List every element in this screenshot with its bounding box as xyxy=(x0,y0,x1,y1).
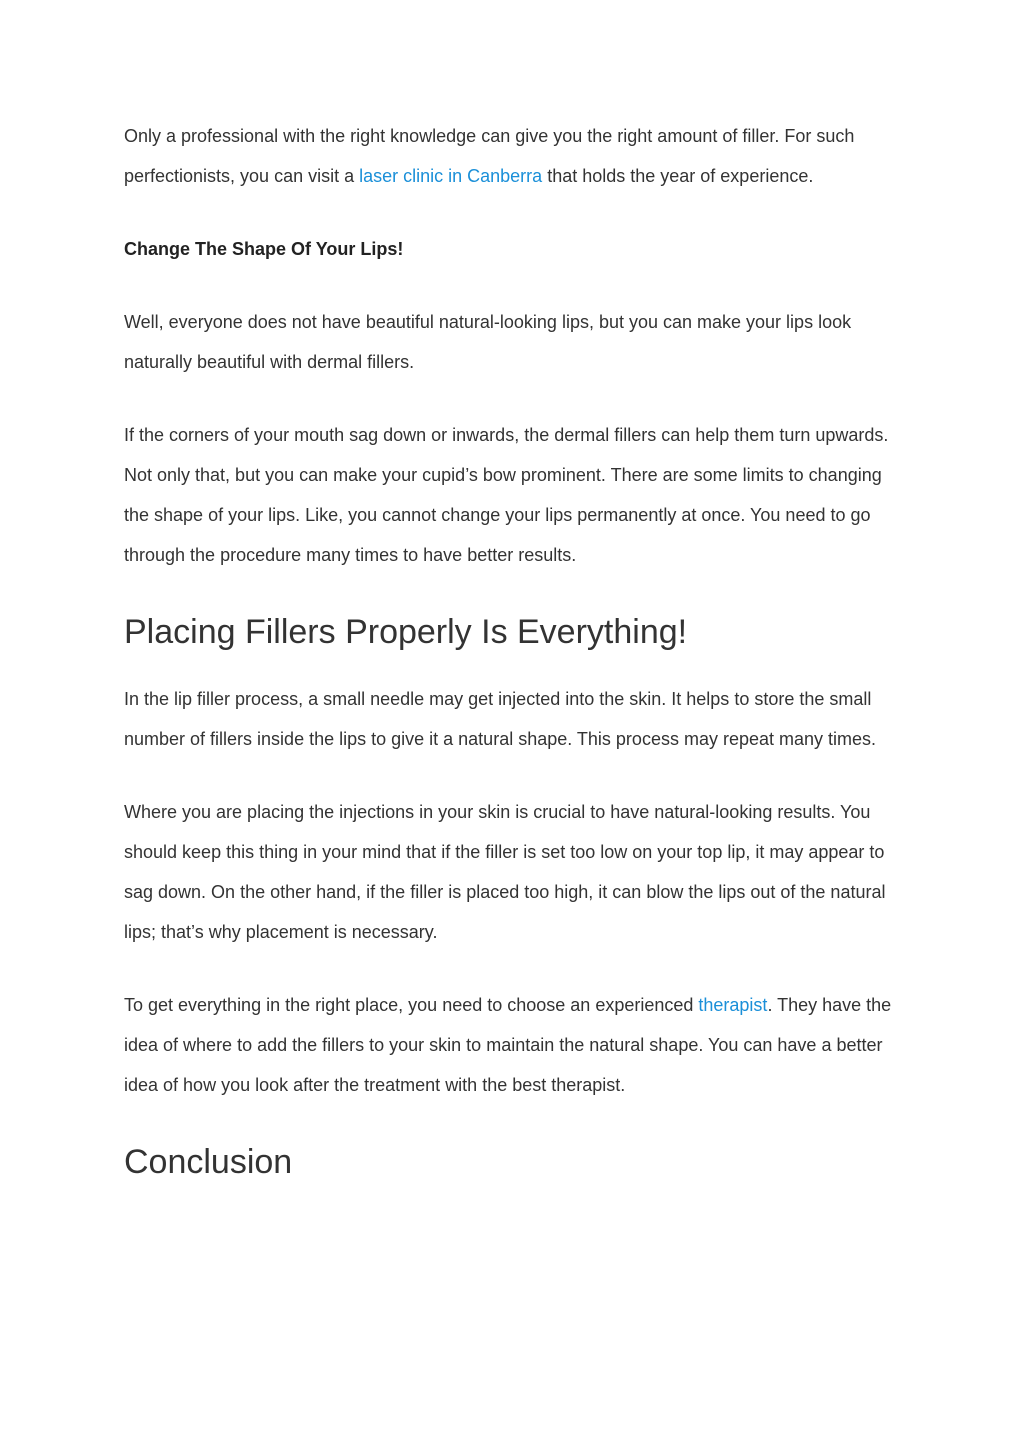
therapist-link[interactable]: therapist xyxy=(698,995,768,1015)
article-content xyxy=(124,116,900,1185)
intro-text-before: Only a professional with the right knowledge can give you the right amount of filler. For such perfectionists, you can visit a xyxy=(124,126,855,186)
placing-paragraph-2: Where you are placing the injections in your skin is crucial to have natural-looking results. You should keep this thing in your mind that if the filler is set too low on your top lip, it may appear to sag down. On the other hand, if the filler is placed too high, it can blow the lips out of the natural lips; that’s why placement is necessary. xyxy=(124,802,886,942)
laser-clinic-link[interactable]: laser clinic in Canberra xyxy=(359,166,543,186)
placing-paragraph-1: In the lip filler process, a small needle may get injected into the skin. It helps to store the small number of fillers inside the lips to give it a natural shape. This process may repeat many times. xyxy=(124,689,877,749)
placing-fillers-heading: Placing Fillers Properly Is Everything! xyxy=(124,613,688,651)
intro-text-after: that holds the year of experience. xyxy=(542,166,814,186)
placing-para3-text-after: . They have the idea of where to add the fillers to your skin to maintain the natural shape. You can have a better idea of how you look after the treatment with the best therapist. xyxy=(124,995,892,1095)
placing-paragraph-3 xyxy=(124,985,900,1105)
lips-paragraph-1: Well, everyone does not have beautiful natural-looking lips, but you can make your lips look naturally beautiful with dermal fillers. xyxy=(124,312,852,372)
conclusion-heading: Conclusion xyxy=(124,1143,293,1181)
placing-para3-text-before: To get everything in the right place, you need to choose an experienced xyxy=(124,995,699,1015)
lips-subheading: Change The Shape Of Your Lips! xyxy=(124,239,404,259)
lips-paragraph-2: If the corners of your mouth sag down or inwards, the dermal fillers can help them turn upwards. Not only that, but you can make your cupid’s bow prominent. There are some limits to changing the shape of your lips. Like, you cannot change your lips permanently at once. You need to go through the procedure many times to have better results. xyxy=(124,425,889,565)
intro-paragraph xyxy=(124,116,900,196)
